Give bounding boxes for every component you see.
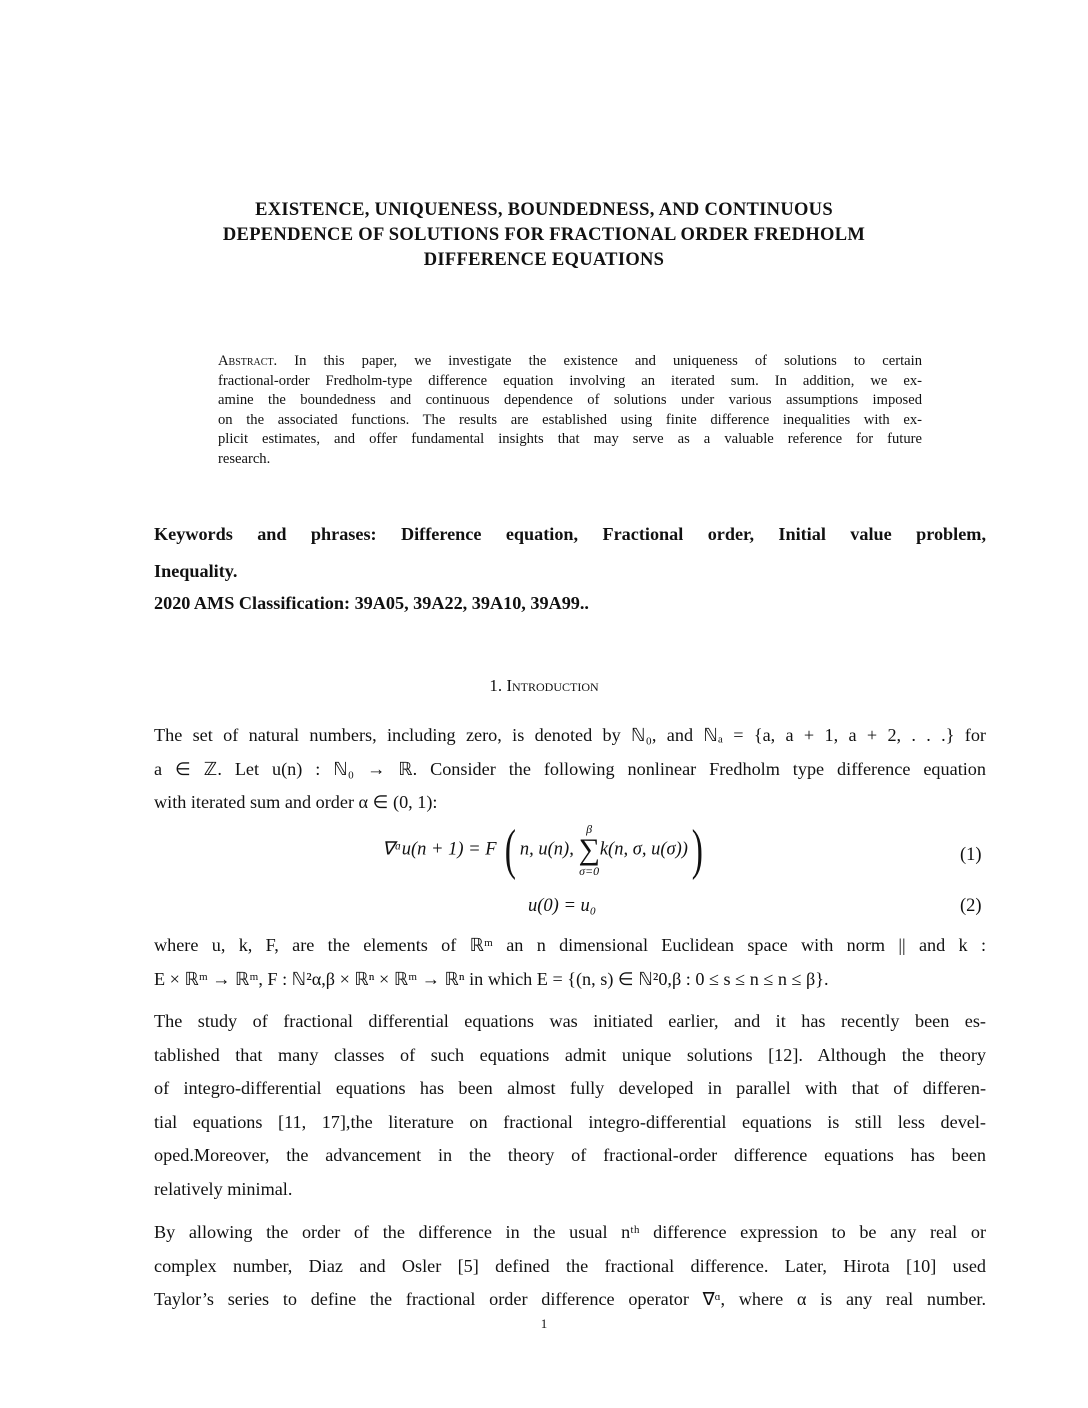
text-line: E × ℝᵐ → ℝᵐ, F : ℕ²α,β × ℝⁿ × ℝᵐ → ℝⁿ in which E = {(n, s) ∈ ℕ²0,β : 0 ≤ s ≤ n ≤ n ≤ β}. xyxy=(154,968,829,989)
text-line: complex number, Diaz and Osler [5] defined the fractional difference. Later, Hirota [10] used xyxy=(154,1255,986,1276)
eq1-args: n, u(n), xyxy=(519,839,574,860)
section-heading xyxy=(0,676,1088,696)
paragraph-3 xyxy=(154,1005,986,1206)
abstract-label: Abstract. xyxy=(218,353,278,369)
abstract xyxy=(218,352,922,470)
text-line: oped.Moreover, the advancement in the theory of fractional-order difference equations has been xyxy=(154,1145,986,1165)
section-number: 1. xyxy=(489,676,503,695)
keywords-line: Keywords and phrases: Difference equation, Fractional order, Initial value problem, xyxy=(154,524,986,544)
text-line: of integro-differential equations has been almost fully developed in parallel with that of differen- xyxy=(154,1078,986,1098)
keywords-line: Inequality. xyxy=(154,561,238,581)
equation-number: (1) xyxy=(960,845,982,865)
ams-classification: 2020 AMS Classification: 39A05, 39A22, 39A10, 39A99.. xyxy=(154,593,589,613)
text-line: The set of natural numbers, including zero, is denoted by ℕ₀, and ℕₐ = {a, a + 1, a + 2, . . .} for xyxy=(154,725,986,745)
page-number: 1 xyxy=(540,1316,548,1331)
sum-symbol: β ∑ σ=0 xyxy=(578,822,600,878)
text-line: tial equations [11, 17],the literature on fractional integro-differential equations is still less devel- xyxy=(154,1111,986,1132)
abstract-line: research. xyxy=(218,450,271,467)
abstract-line: fractional-order Fredholm-type difference equation involving an iterated sum. In addition, we ex- xyxy=(218,372,922,389)
equation-1: ∇ᵅu(n + 1) = F ( n, u(n), β ∑ σ=0 k(n, σ, u(σ))) xyxy=(382,819,703,881)
eq1-term: k(n, σ, u(σ)) xyxy=(599,839,688,860)
abstract-line: plicit estimates, and offer fundamental insights that may serve as a valuable reference for future xyxy=(218,431,922,448)
text-line: By allowing the order of the difference in the usual nᵗʰ difference expression to be any real or xyxy=(154,1222,986,1242)
paper-title xyxy=(150,198,938,273)
title-line: DIFFERENCE EQUATIONS xyxy=(423,250,665,270)
abstract-line: amine the boundedness and continuous dependence of solutions under various assumptions imposed xyxy=(218,392,922,409)
title-line: EXISTENCE, UNIQUENESS, BOUNDEDNESS, AND CONTINUOUS xyxy=(255,200,833,220)
paragraph-4 xyxy=(154,1216,986,1317)
title-line: DEPENDENCE OF SOLUTIONS FOR FRACTIONAL ORDER FREDHOLM xyxy=(222,225,866,245)
text-line: The study of fractional differential equations was initiated earlier, and it has recently been es- xyxy=(154,1011,986,1031)
paragraph-2 xyxy=(154,929,986,996)
section-title: Introduction xyxy=(506,676,599,695)
equation-number: (2) xyxy=(960,896,982,916)
equation-2: u(0) = u₀ xyxy=(528,896,597,916)
text-line: a ∈ ℤ. Let u(n) : ℕ₀ → ℝ. Consider the following nonlinear Fredholm type difference equation xyxy=(154,758,986,779)
text-line: relatively minimal. xyxy=(154,1178,293,1199)
abstract-line: In this paper, we investigate the existence and uniqueness of solutions to certain xyxy=(294,353,922,369)
paragraph-1 xyxy=(154,719,986,820)
keywords xyxy=(154,518,986,619)
eq1-lhs: ∇ᵅu(n + 1) = F xyxy=(382,839,497,860)
text-line: with iterated sum and order α ∈ (0, 1): xyxy=(154,792,438,812)
abstract-line: on the associated functions. The results are established using finite difference inequalities with ex- xyxy=(218,411,922,428)
text-line: Taylor’s series to define the fractional order difference operator ∇ᵅ, where α is any real number. xyxy=(154,1289,986,1309)
text-line: where u, k, F, are the elements of ℝᵐ an n dimensional Euclidean space with norm || and k : xyxy=(154,935,986,955)
text-line: tablished that many classes of such equations admit unique solutions [12]. Although the theory xyxy=(154,1044,986,1065)
